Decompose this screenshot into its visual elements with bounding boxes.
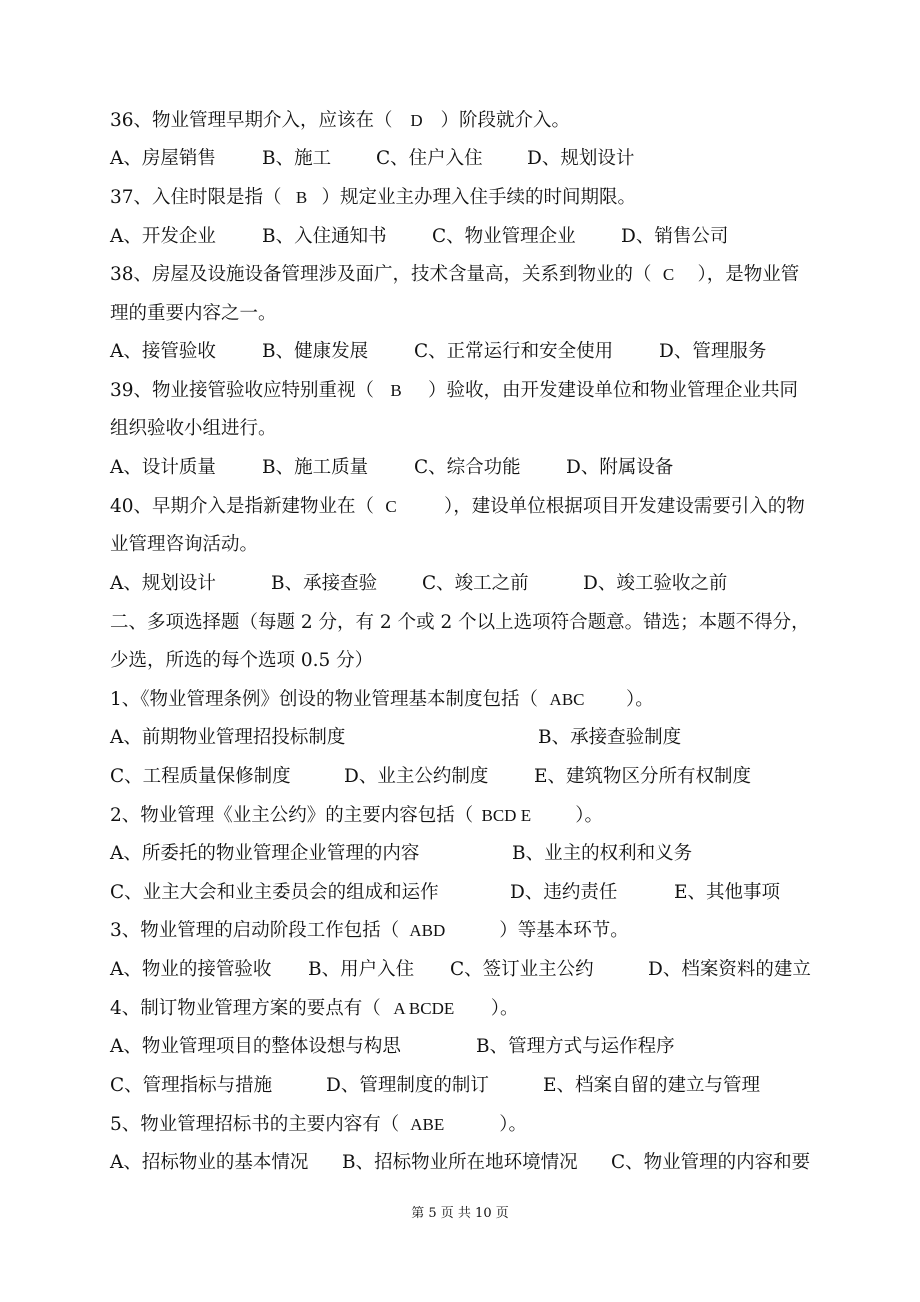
q36-option-b: B、施工 [262,148,332,169]
question-40-stem-cont [110,530,812,560]
m1-option-a: A、前期物业管理招投标制度 [110,727,346,748]
q39-stem-continuation: 组织验收小组进行。 [110,418,277,439]
m3-stem-start: 3、物业管理的启动阶段工作包括（ [110,920,400,941]
multi-1-options-row2 [110,762,812,792]
q37-option-c: C、物业管理企业 [432,226,576,247]
q38-stem-end: ），是物业管 [697,264,800,285]
q38-stem-continuation: 理的重要内容之一。 [110,303,277,324]
section-2-heading-line1: 二、多项选择题（每题 2 分，有 2 个或 2 个以上选项符合题意。错选；本题不得分， [110,612,810,633]
q38-answer: C [662,265,675,284]
q40-option-d: D、竣工验收之前 [583,573,728,594]
multi-1-stem [110,685,812,715]
m4-option-a: A、物业管理项目的整体设想与构思 [110,1036,401,1057]
q36-answer: D [410,111,423,130]
m2-option-a: A、所委托的物业管理企业管理的内容 [110,843,420,864]
q39-stem-start: 39、物业接管验收应特别重视（ [110,380,375,401]
m1-answer: ABC [549,690,585,709]
section-2-heading-line2: 少选，所选的每个选项 0.5 分） [110,650,374,671]
multi-5-stem [110,1110,812,1140]
m3-stem-end: ）等基本环节。 [499,920,629,941]
multi-5-options [110,1148,812,1178]
question-40-options [110,569,812,599]
multi-3-options [110,955,812,985]
m5-answer: ABE [410,1115,445,1134]
m2-option-e: E、其他事项 [674,882,781,903]
q39-stem-end: ）验收，由开发建设单位和物业管理企业共同 [428,380,799,401]
q36-stem-start: 36、物业管理早期介入，应该在（ [110,110,393,131]
m1-option-e: E、建筑物区分所有权制度 [534,766,752,787]
q36-stem-end: ）阶段就介入。 [440,110,571,131]
m2-option-c: C、业主大会和业主委员会的组成和运作 [110,882,439,903]
multi-1-options-row1 [110,723,812,753]
q40-stem-continuation: 业管理咨询活动。 [110,534,259,555]
q39-option-b: B、施工质量 [262,457,369,478]
q36-option-a: A、房屋销售 [110,148,216,169]
q40-option-c: C、竣工之前 [422,573,529,594]
section-2-heading [110,608,812,638]
q36-option-c: C、住户入住 [376,148,483,169]
q40-option-a: A、规划设计 [110,573,216,594]
m4-option-e: E、档案自留的建立与管理 [543,1075,761,1096]
q38-option-c: C、正常运行和安全使用 [414,341,614,362]
q40-stem-start: 40、早期介入是指新建物业在（ [110,496,375,517]
q37-stem-end: ）规定业主办理入住手续的时间期限。 [321,187,637,208]
question-38-stem [110,260,812,290]
question-39-stem [110,376,812,406]
question-36-stem [110,106,812,136]
m3-option-b: B、用户入住 [308,959,415,980]
q40-answer: C [385,497,397,516]
m5-stem-end: ）。 [499,1114,528,1135]
m4-stem-start: 4、制订物业管理方案的要点有（ [110,998,381,1019]
m1-option-b: B、承接查验制度 [538,727,682,748]
m3-option-d: D、档案资料的建立 [648,959,811,980]
q39-option-c: C、综合功能 [414,457,521,478]
q38-option-a: A、接管验收 [110,341,216,362]
m5-option-c: C、物业管理的内容和要 [611,1152,811,1173]
q39-answer: B [390,381,402,400]
m4-option-d: D、管理制度的制订 [326,1075,489,1096]
m4-stem-end: ）。 [490,998,519,1019]
m3-option-c: C、签订业主公约 [450,959,594,980]
q40-option-b: B、承接查验 [271,573,378,594]
multi-2-options-row1 [110,839,812,869]
m3-answer: ABD [409,921,446,940]
q39-option-a: A、设计质量 [110,457,216,478]
m2-answer: BCD E [481,806,532,825]
m4-option-b: B、管理方式与运作程序 [476,1036,675,1057]
q38-option-d: D、管理服务 [659,341,767,362]
section-2-heading-cont [110,646,812,676]
question-39-options [110,453,812,483]
m5-stem-start: 5、物业管理招标书的主要内容有（ [110,1114,400,1135]
m1-stem-start: 1、《物业管理条例》创设的物业管理基本制度包括（ [110,689,539,710]
multi-4-stem [110,994,812,1024]
m2-option-b: B、业主的权利和义务 [512,843,693,864]
page-footer: 第 5 页 共 10 页 [411,1206,509,1221]
question-39-stem-cont [110,414,812,444]
m2-stem-start: 2、物业管理《业主公约》的主要内容包括（ [110,805,474,826]
m4-answer: A BCDE [393,999,455,1018]
multi-3-stem [110,916,812,946]
multi-2-options-row2 [110,878,812,908]
m5-option-b: B、招标物业所在地环境情况 [342,1152,578,1173]
q37-answer: B [295,188,308,207]
q36-option-d: D、规划设计 [527,148,635,169]
m2-option-d: D、违约责任 [510,882,618,903]
multi-4-options-row2 [110,1071,812,1101]
multi-4-options-row1 [110,1032,812,1062]
q38-stem-start: 38、房屋及设施设备管理涉及面广，技术含量高，关系到物业的（ [110,264,652,285]
question-37-stem [110,183,812,213]
m1-stem-end: ）。 [626,689,654,710]
m1-option-c: C、工程质量保修制度 [110,766,291,787]
q40-stem-end: ），建设单位根据项目开发建设需要引入的物 [444,496,805,517]
question-36-options [110,144,812,174]
q38-option-b: B、健康发展 [262,341,369,362]
q37-stem-start: 37、入住时限是指（ [110,187,282,208]
q37-option-a: A、开发企业 [110,226,216,247]
multi-2-stem [110,801,812,831]
question-40-stem [110,492,812,522]
m4-option-c: C、管理指标与措施 [110,1075,273,1096]
q39-option-d: D、附属设备 [566,457,674,478]
question-38-options [110,337,812,367]
question-38-stem-cont [110,299,812,329]
q37-option-b: B、入住通知书 [262,226,387,247]
m5-option-a: A、招标物业的基本情况 [110,1152,309,1173]
question-37-options [110,222,812,252]
m1-option-d: D、业主公约制度 [344,766,489,787]
m2-stem-end: ）。 [575,805,604,826]
m3-option-a: A、物业的接管验收 [110,959,272,980]
q37-option-d: D、销售公司 [621,226,729,247]
